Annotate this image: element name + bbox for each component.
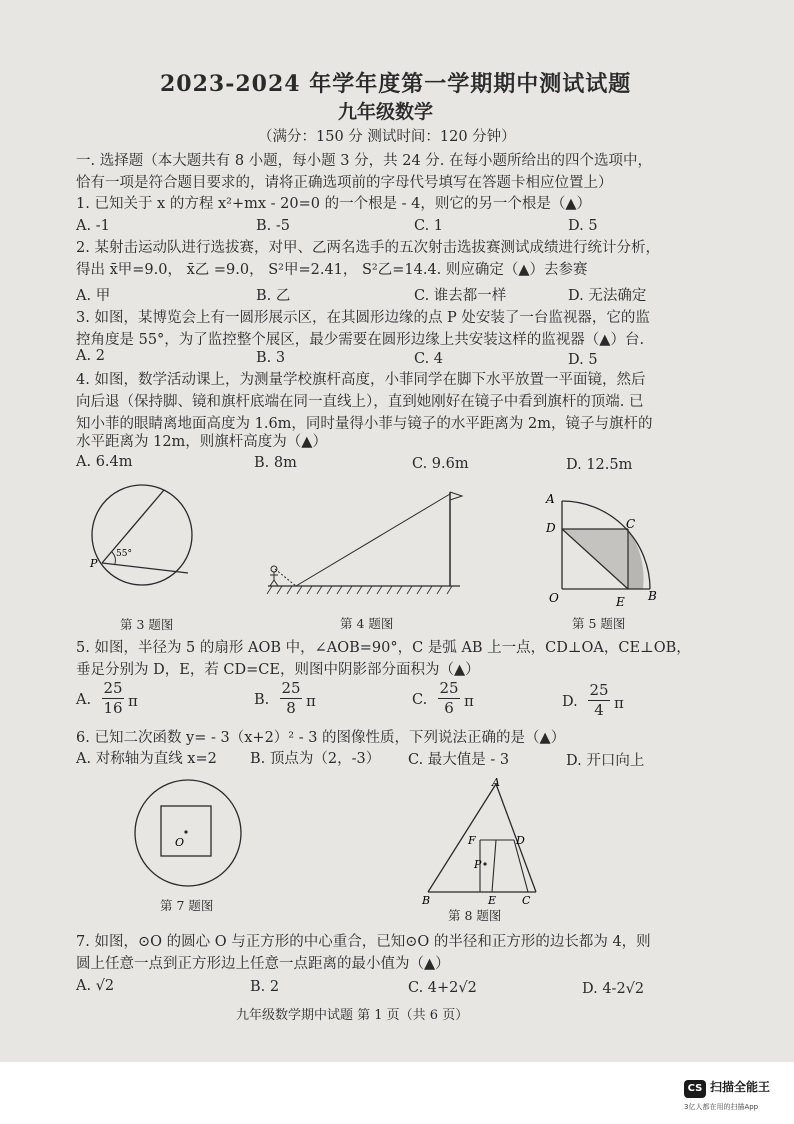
q1-option-a: A. -1: [76, 218, 110, 234]
figure-5-point-e: E: [616, 595, 625, 609]
q2-stem-line2: 得出 x̄甲=9.0， x̄乙 =9.0， S²甲=2.41， S²乙=14.4. 则应确定（▲）去参赛: [76, 262, 588, 278]
q7-stem-line1: 7. 如图，⊙O 的圆心 O 与正方形的中心重合，已知⊙O 的半径和正方形的边长都为 4，则: [76, 934, 651, 950]
q4-stem-line4: 水平距离为 12m，则旗杆高度为（▲）: [76, 434, 327, 450]
figure-4-flagpole: [262, 486, 467, 606]
q5-option-c-label: C.: [412, 692, 428, 708]
q5-option-a-numerator: 25: [103, 679, 123, 697]
q5-option-c-numerator: 25: [439, 679, 459, 697]
figure-8-point-e: E: [488, 894, 497, 906]
q5-option-b-fraction: [280, 680, 302, 717]
q4-option-d: D. 12.5m: [566, 457, 633, 473]
q3-stem-line1: 3. 如图，某博览会上有一圆形展示区，在其圆形边缘的点 P 处安装了一台监视器，它的监: [76, 310, 650, 326]
q5-option-b-denominator: 8: [286, 699, 296, 717]
figure-5-point-a: A: [546, 492, 555, 506]
q6-option-c: C. 最大值是 - 3: [408, 752, 510, 768]
q5-option-a-pi: π: [128, 692, 138, 710]
q5-option-d-fraction: [588, 682, 610, 719]
q5-option-d-numerator: 25: [589, 681, 609, 699]
q2-stem-line1: 2. 某射击运动队进行选拔赛，对甲、乙两名选手的五次射击选拔赛测试成绩进行统计分析，: [76, 240, 660, 256]
q7-option-a: A. √2: [76, 978, 115, 994]
q5-stem-line1: 5. 如图，半径为 5 的扇形 AOB 中，∠AOB=90°，C 是弧 AB 上一点，CD⊥OA，CE⊥OB，: [76, 640, 691, 656]
q4-option-c: C. 9.6m: [412, 456, 469, 472]
q5-option-a-fraction: [102, 680, 124, 717]
page-footer: 九年级数学期中试题 第 1 页（共 6 页）: [236, 1008, 469, 1023]
figure-5-point-d: D: [546, 521, 556, 535]
q3-option-b: B. 3: [256, 350, 286, 366]
q4-stem-line3: 知小菲的眼睛离地面高度为 1.6m，同时量得小菲与镜子的水平距离为 2m，镜子与旗杆的: [76, 416, 653, 432]
figure-3-circle: [88, 470, 198, 610]
q1-option-b: B. -5: [256, 218, 290, 234]
figure-8-point-a: A: [492, 776, 500, 789]
q5-option-d-denominator: 4: [594, 701, 604, 719]
q4-option-b: B. 8m: [254, 455, 297, 471]
exam-title: 2023-2024 年学年度第一学期期中测试试题: [160, 71, 632, 97]
q6-stem: 6. 已知二次函数 y= - 3（x+2）² - 3 的图像性质，下列说法正确的是（▲）: [76, 730, 566, 746]
figure-8-point-p: P: [474, 858, 482, 871]
q3-option-a: A. 2: [76, 348, 105, 364]
figure-5-point-b: B: [648, 589, 657, 603]
q5-option-c-fraction: [438, 680, 460, 717]
figure-7-caption: 第 7 题图: [160, 898, 214, 913]
camscanner-tagline: 3亿人都在用的扫描App: [684, 1103, 759, 1111]
figure-4-caption: 第 4 题图: [340, 616, 394, 631]
figure-8-point-c: C: [522, 894, 531, 906]
q5-option-b-pi: π: [306, 692, 316, 710]
camscanner-logo-icon: CS: [684, 1080, 706, 1098]
q1-option-c: C. 1: [414, 218, 444, 234]
q5-option-c-denominator: 6: [444, 699, 454, 717]
q4-option-a: A. 6.4m: [76, 454, 133, 470]
figure-8-point-f: F: [468, 834, 476, 847]
section-intro-line2: 恰有一项是符合题目要求的，请将正确选项前的字母代号填写在答题卡相应位置上）: [76, 175, 613, 191]
q5-option-d-label: D.: [562, 694, 578, 710]
figure-8-triangle: [418, 776, 548, 906]
figure-7-circle-square: [128, 778, 248, 896]
q7-stem-line2: 圆上任意一点到正方形边上任意一点距离的最小值为（▲）: [76, 956, 450, 972]
figure-8-caption: 第 8 题图: [448, 908, 502, 923]
q7-option-d: D. 4-2√2: [582, 981, 645, 997]
q2-option-c: C. 谁去都一样: [414, 288, 507, 304]
q5-option-a-label: A.: [76, 692, 92, 708]
q6-option-b: B. 顶点为（2，-3）: [250, 751, 381, 767]
q6-option-a: A. 对称轴为直线 x=2: [76, 751, 217, 767]
q6-option-d: D. 开口向上: [566, 753, 645, 769]
q5-option-a-denominator: 16: [103, 699, 123, 717]
q4-stem-line2: 向后退（保持脚、镜和旗杆底端在同一直线上），直到她刚好在镜子中看到旗杆的顶端. 已: [76, 394, 644, 410]
q4-stem-line1: 4. 如图，数学活动课上，为测量学校旗杆高度，小菲同学在脚下水平放置一平面镜，然后: [76, 372, 646, 388]
q5-option-d-pi: π: [614, 694, 624, 712]
q3-option-d: D. 5: [568, 352, 598, 368]
q5-option-c-pi: π: [464, 692, 474, 710]
q7-option-c: C. 4+2√2: [408, 980, 477, 996]
figure-8-point-b: B: [422, 894, 431, 906]
exam-subtitle: 九年级数学: [338, 101, 434, 123]
q5-option-b-numerator: 25: [281, 679, 301, 697]
q2-option-d: D. 无法确定: [568, 288, 647, 304]
q3-stem-line2: 控角度是 55°，为了监控整个展区，最少需要在圆形边缘上共安装这样的监视器（▲）台.: [76, 332, 645, 348]
figure-5-point-c: C: [626, 517, 636, 531]
figure-3-angle-label: 55°: [116, 549, 132, 559]
figure-5-caption: 第 5 题图: [572, 616, 626, 631]
figure-7-center-o: O: [175, 836, 185, 849]
q1-stem: 1. 已知关于 x 的方程 x²+mx - 20=0 的一个根是 - 4，则它的另一个根是（▲）: [76, 196, 592, 212]
figure-3-point-p: P: [90, 557, 98, 570]
camscanner-name: 扫描全能王: [710, 1080, 771, 1094]
q2-option-b: B. 乙: [256, 288, 291, 304]
q3-option-c: C. 4: [414, 351, 444, 367]
figure-8-point-d: D: [516, 834, 525, 847]
exam-meta: （满分：150 分 测试时间：120 分钟）: [258, 129, 516, 145]
figure-3-caption: 第 3 题图: [120, 617, 174, 632]
q5-stem-line2: 垂足分别为 D，E，若 CD=CE，则图中阴影部分面积为（▲）: [76, 662, 480, 678]
figure-5-sector: [540, 486, 670, 610]
scanner-strip: [0, 1062, 794, 1124]
q7-option-b: B. 2: [250, 979, 280, 995]
figure-5-point-o: O: [549, 591, 559, 605]
q5-option-b-label: B.: [254, 692, 270, 708]
q1-option-d: D. 5: [568, 218, 598, 234]
section-intro-line1: 一. 选择题（本大题共有 8 小题，每小题 3 分，共 24 分. 在每小题所给出的四个选项中，: [76, 153, 652, 169]
q2-option-a: A. 甲: [76, 288, 111, 304]
